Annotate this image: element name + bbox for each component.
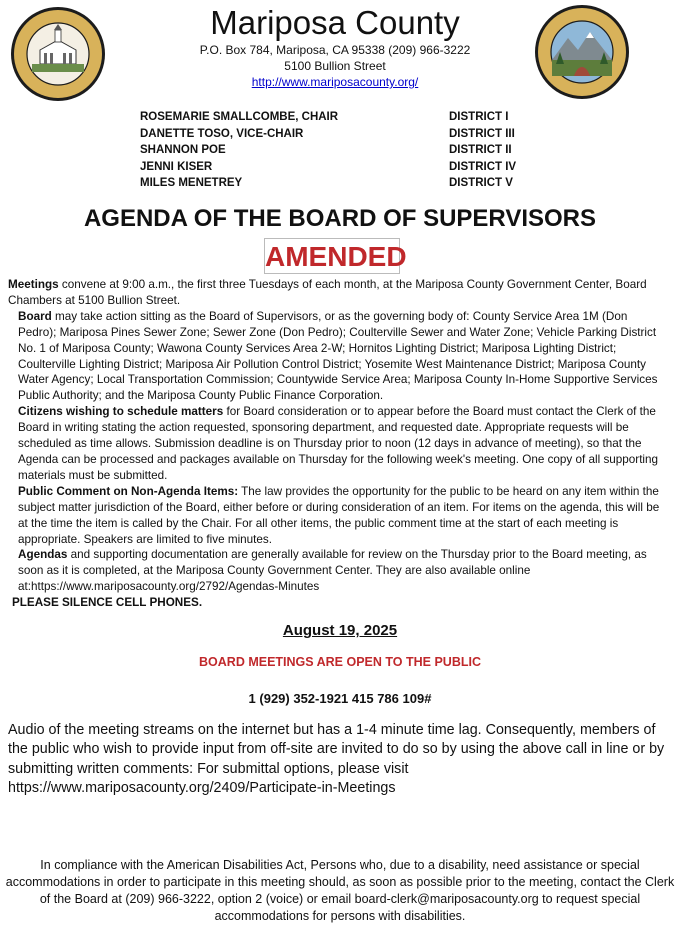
board-member-district: DISTRICT IV	[449, 160, 517, 173]
meeting-date: August 19, 2025	[282, 622, 398, 639]
street-address: 5100 Bullion Street	[284, 59, 386, 73]
board-member-district: DISTRICT II	[449, 144, 512, 156]
mailing-address: P.O. Box 784, Mariposa, CA 95338 (209) 966-3222	[199, 43, 471, 57]
meetings-text: convene at 9:00 a.m., the first three Tuesdays of each month, at the Mariposa County Government Center, Board Chambers at 5100 Bullion Street.	[8, 278, 647, 307]
agenda-title: AGENDA OF THE BOARD OF SUPERVISORS	[83, 205, 597, 232]
audio-stream-notice: Audio of the meeting streams on the internet but has a 1-4 minute time lag. Consequently, members of the public who wish to provide input from off-site are invited to do so by using the above call in line or by submitting written comments: For submittal options, please visit https://www.mariposacounty.org/2409/Participate-in-Meetings	[8, 722, 665, 796]
silence-phones-notice	[8, 595, 668, 611]
citizens-label: Citizens wishing to schedule matters	[18, 405, 224, 419]
board-member-district: DISTRICT I	[449, 111, 509, 123]
open-to-public-notice: BOARD MEETINGS ARE OPEN TO THE PUBLIC	[199, 655, 481, 669]
meetings-label: Meetings	[8, 278, 59, 291]
call-in-number: 1 (929) 352-1921 415 786 109#	[248, 691, 432, 706]
letterhead	[140, 4, 530, 90]
board-member-district: DISTRICT III	[449, 127, 515, 140]
board-member-district: DISTRICT V	[449, 177, 513, 189]
meetings-paragraph	[8, 277, 668, 309]
board-of-supervisors-seal-logo	[534, 4, 630, 100]
agendas-text: and supporting documentation are generally available for review on the Thursday prior to the Board meeting, as soon as it is completed, at the Mariposa County Government Center. They are also available online at:https://www.mariposacounty.org/2792/Agendas-Minutes	[18, 548, 647, 594]
board-label: Board	[18, 309, 52, 323]
board-seal-graphic	[534, 4, 630, 100]
agendas-paragraph	[8, 547, 668, 595]
board-member-row	[140, 175, 560, 192]
board-member-name: SHANNON POE	[140, 144, 226, 156]
board-member-row	[140, 159, 560, 176]
county-website-link[interactable]: http://www.mariposacounty.org/	[251, 75, 419, 89]
county-seal-logo	[10, 6, 106, 102]
county-seal-graphic	[10, 6, 106, 102]
public-comment-text: The law provides the opportunity for the public to be heard on any item within the subject matter jurisdiction of the Board, either before or during consideration of an item. For items on the agenda, this will be at the time the item is called by the Chair. For all other items, the public comment time at the start of each meeting is appropriate. Speakers are limited to five minutes.	[18, 484, 660, 546]
board-members-list	[140, 109, 560, 192]
board-member-name: JENNI KISER	[140, 160, 213, 173]
agendas-label: Agendas	[18, 548, 68, 562]
county-title: Mariposa County	[210, 4, 460, 41]
board-member-name: MILES MENETREY	[140, 177, 243, 189]
board-member-name: ROSEMARIE SMALLCOMBE, CHAIR	[140, 111, 339, 123]
public-comment-paragraph	[8, 484, 668, 548]
board-paragraph	[8, 309, 668, 404]
board-member-row	[140, 109, 560, 126]
board-member-row	[140, 126, 560, 143]
board-text: may take action sitting as the Board of Supervisors, or as the governing body of: County Service Area 1M (Don Pedro); Mariposa Pines Sewer Zone; Sewer Zone (Don Pedro); Coulterville Sewer and Water Zone; Vehicle Parking District No. 1 of Mariposa County; Wawona County Services Area 2-W; Hornitos Lighting District; Mariposa Lighting District; Coulterville Lighting District; Mariposa Air Pollution Control District; Yosemite West Maintenance District; Mariposa County Water Agency; Local Transportation Commission; Countywide Service Area; Mariposa County In-Home Supportive Services Public Authority; and the Mariposa County Public Finance Corporation.	[18, 309, 658, 403]
ada-compliance-notice: In compliance with the American Disabilities Act, Persons who, due to a disability, need assistance or special accommodations in order to participate in this meeting should, as soon as possible prior to the meeting, contact the Clerk of the Board at (209) 966-3222, option 2 (voice) or email board-clerk@mariposacounty.org to request special accommodations for persons with disabilities.	[5, 858, 675, 923]
silence-phones-text: PLEASE SILENCE CELL PHONES.	[12, 596, 203, 610]
amended-badge: AMENDED	[264, 238, 400, 274]
citizens-text: for Board consideration or to appear before the Board must contact the Clerk of the Board in writing stating the action requested, sponsoring department, and requested date. Appropriate requests will be scheduled as time allows. Submission deadline is on Thursday prior to noon (12 days in advance of meeting), so that the Agenda can be processed and packages available on Thursday for the following week's meeting. One copy of all supporting materials must be submitted.	[18, 405, 659, 482]
citizens-paragraph	[8, 404, 668, 484]
meeting-information	[8, 277, 668, 611]
board-member-row	[140, 142, 560, 159]
board-member-name: DANETTE TOSO, VICE-CHAIR	[140, 127, 304, 140]
public-comment-label: Public Comment on Non-Agenda Items:	[18, 484, 239, 498]
